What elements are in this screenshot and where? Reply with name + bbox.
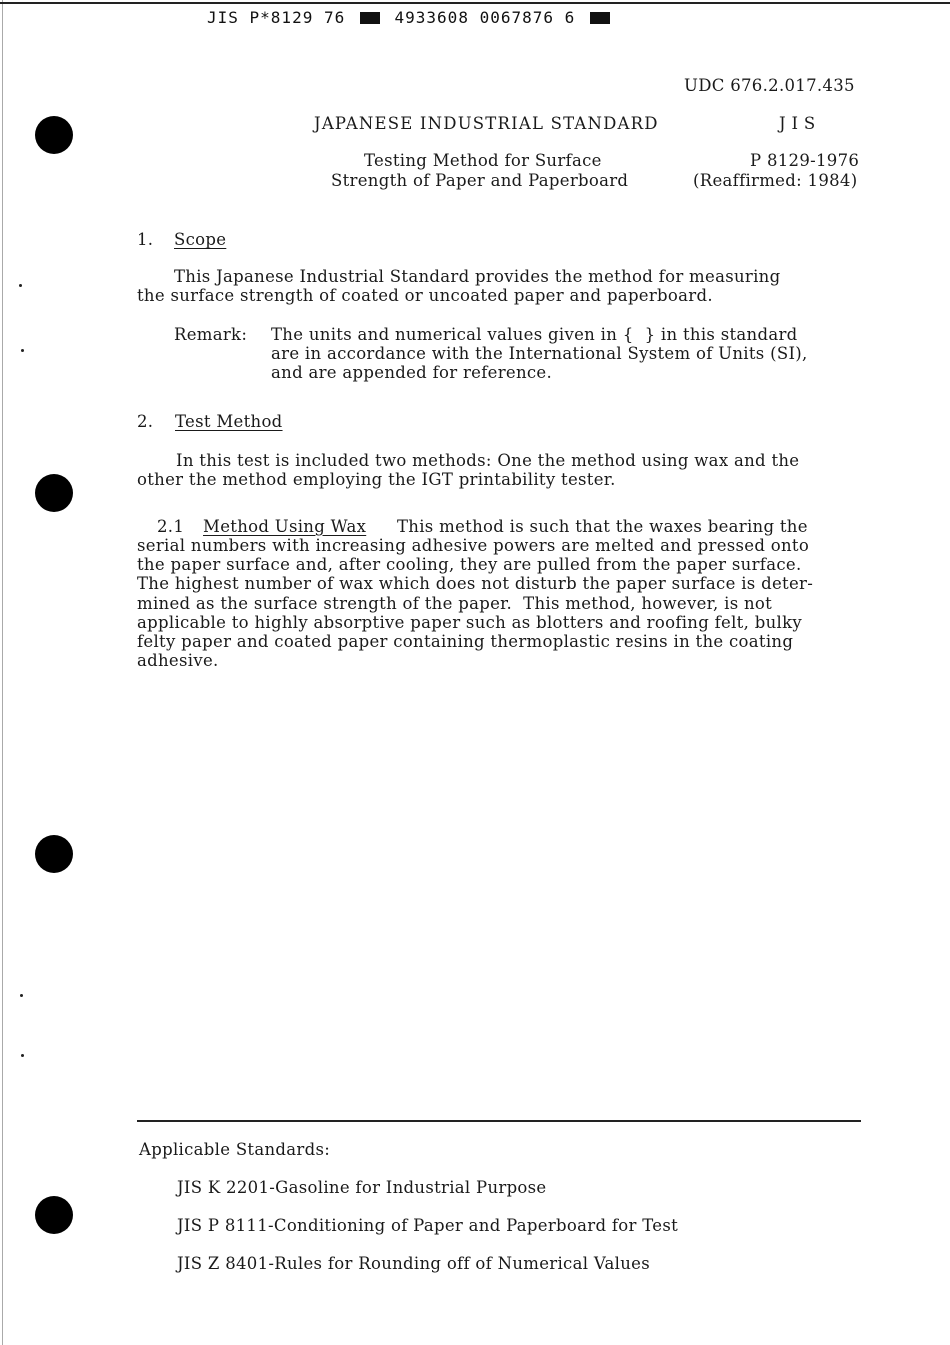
header-code-mid: 4933608 0067876 6 xyxy=(394,8,576,27)
paragraph-line: This Japanese Industrial Standard provides the method for measuring xyxy=(174,267,781,286)
footnote-rule xyxy=(137,1120,861,1122)
remark-label: Remark: xyxy=(174,325,248,344)
section-2-number: 2. xyxy=(137,412,154,431)
section-1-paragraph xyxy=(137,267,780,305)
speck xyxy=(21,1054,24,1057)
paragraph-line: mined as the surface strength of the paper. This method, however, is not xyxy=(137,593,773,613)
subsection-2-1-first-line: This method is such that the waxes bearing the xyxy=(397,517,808,536)
applicable-standard-item: JIS K 2201-Gasoline for Industrial Purpose xyxy=(177,1178,547,1197)
applicable-standard-item: JIS P 8111-Conditioning of Paper and Paperboard for Test xyxy=(177,1216,679,1235)
punch-hole xyxy=(35,474,73,512)
jis-label: J I S xyxy=(779,114,816,133)
page-edge xyxy=(2,0,3,1345)
speck xyxy=(20,994,23,997)
paragraph-line: adhesive. xyxy=(137,651,219,671)
section-1-title: Scope xyxy=(174,230,227,249)
paragraph-line: the paper surface and, after cooling, they are pulled from the paper surface. xyxy=(137,555,802,575)
remark-line: The units and numerical values given in { } in this standard xyxy=(271,325,798,344)
header-code xyxy=(207,8,614,27)
punch-hole xyxy=(35,116,73,154)
paragraph-line: the surface strength of coated or uncoated paper and paperboard. xyxy=(137,286,713,306)
section-2-title: Test Method xyxy=(175,412,283,431)
subsection-2-1-title: Method Using Wax xyxy=(203,517,367,536)
redaction-block xyxy=(590,12,610,24)
redaction-block xyxy=(360,12,380,24)
paragraph-line: applicable to highly absorptive paper such as blotters and roofing felt, bulky xyxy=(137,612,802,632)
speck xyxy=(19,284,22,287)
remark-line: and are appended for reference. xyxy=(271,363,553,383)
subsection-2-1-number: 2.1 xyxy=(157,517,185,536)
applicable-standards-label: Applicable Standards: xyxy=(139,1140,331,1159)
title-line-1: Testing Method for Surface xyxy=(364,151,602,170)
top-rule xyxy=(0,2,950,4)
udc-number: UDC 676.2.017.435 xyxy=(684,76,855,95)
paragraph-line: In this test is included two methods: One the method using wax and the xyxy=(176,451,800,470)
remark-text xyxy=(271,325,808,383)
applicable-standard-item: JIS Z 8401-Rules for Rounding off of Numerical Values xyxy=(177,1254,651,1273)
speck xyxy=(21,349,24,352)
punch-hole xyxy=(35,835,73,873)
paragraph-line: The highest number of wax which does not disturb the paper surface is deter- xyxy=(137,574,814,594)
standard-number: P 8129-1976 xyxy=(750,151,860,170)
reaffirmed-note: (Reaffirmed: 1984) xyxy=(693,171,858,190)
paragraph-line: other the method employing the IGT printability tester. xyxy=(137,470,616,490)
section-2-paragraph xyxy=(137,451,799,489)
punch-hole xyxy=(35,1196,73,1234)
paragraph-line: serial numbers with increasing adhesive powers are melted and pressed onto xyxy=(137,536,810,555)
remark-line: are in accordance with the International System of Units (SI), xyxy=(271,344,808,364)
title-line-2: Strength of Paper and Paperboard xyxy=(331,171,629,190)
subsection-2-1-paragraph xyxy=(137,536,813,670)
section-1-number: 1. xyxy=(137,230,154,249)
paragraph-line: felty paper and coated paper containing thermoplastic resins in the coating xyxy=(137,632,794,652)
standard-name: JAPANESE INDUSTRIAL STANDARD xyxy=(314,114,659,133)
header-code-left: JIS P*8129 76 xyxy=(207,8,346,27)
